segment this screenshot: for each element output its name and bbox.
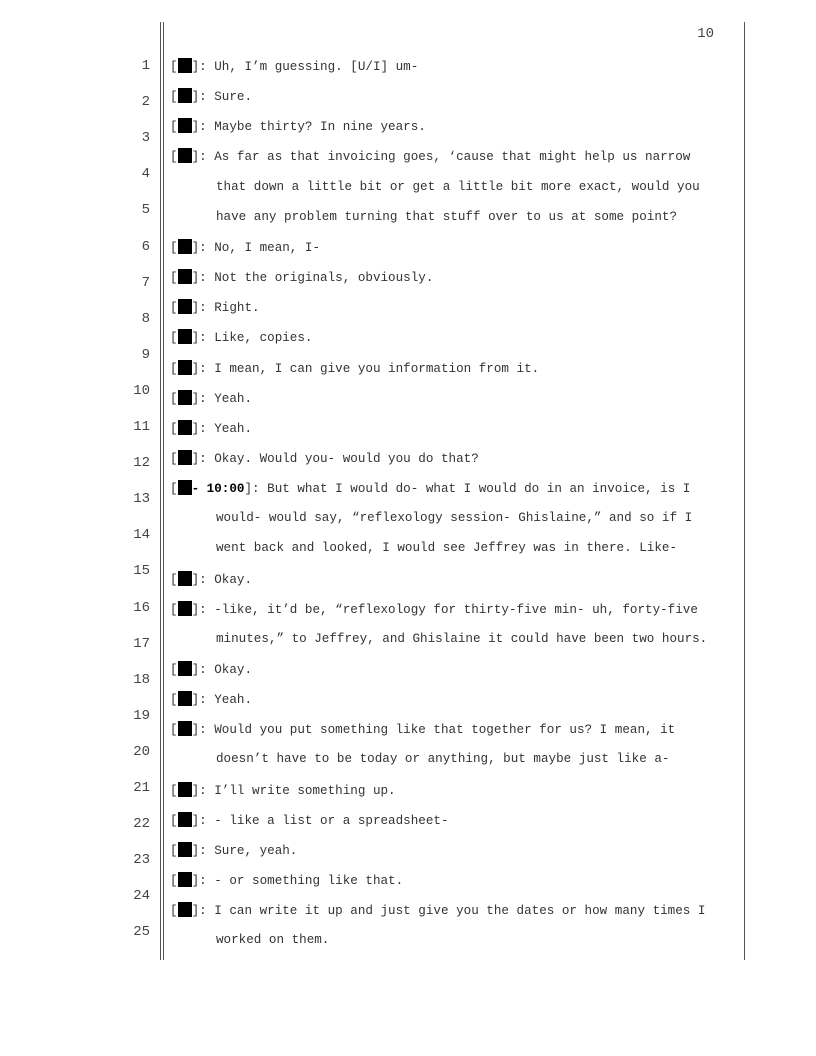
line-number: 13	[133, 491, 150, 508]
line-number: 8	[141, 310, 150, 327]
redaction-box	[178, 420, 192, 435]
speaker-bracket: [	[170, 874, 178, 889]
transcript-text: ]: -like, it’d be, “reflexology for thirty-five min- uh, forty-five	[191, 602, 698, 617]
speaker-bracket: [	[170, 361, 178, 376]
transcript-text: ]: Yeah.	[191, 421, 253, 436]
transcript-line	[170, 450, 479, 467]
redaction-box	[178, 691, 192, 706]
redaction-box	[178, 601, 192, 616]
speaker-bracket: [	[170, 663, 178, 677]
transcript-continuation-line	[216, 932, 329, 948]
redaction-box	[178, 661, 192, 676]
redaction-box	[178, 571, 192, 586]
speaker-bracket: [	[170, 331, 178, 346]
line-number: 25	[133, 924, 150, 941]
transcript-line	[170, 812, 449, 829]
redaction-box	[178, 390, 192, 405]
transcript-text: worked on them.	[216, 933, 330, 948]
left-margin-rule	[160, 22, 161, 960]
redaction-box	[178, 88, 192, 103]
transcript-text: ]: Okay.	[191, 572, 253, 587]
transcript-line	[170, 601, 698, 618]
transcript-text: ]: No, I mean, I-	[191, 240, 321, 255]
transcript-line	[170, 299, 260, 316]
transcript-text: ]: Sure, yeah.	[191, 843, 298, 858]
transcript-text: ]: Yeah.	[191, 693, 253, 708]
line-number: 6	[141, 238, 150, 255]
line-number: 16	[133, 599, 150, 616]
transcript-line	[170, 88, 252, 105]
transcript-line	[170, 420, 252, 437]
transcript-line	[170, 329, 312, 346]
speaker-bracket: [	[170, 150, 178, 165]
speaker-bracket: [	[170, 843, 178, 858]
redaction-box	[178, 299, 192, 314]
left-margin-rule-inner	[163, 22, 164, 960]
transcript-text: ]: Not the originals, obviously.	[191, 271, 434, 286]
speaker-bracket: [	[170, 482, 178, 497]
redaction-box	[178, 842, 192, 857]
transcript-text: ]: Maybe thirty? In nine years.	[191, 120, 426, 135]
transcript-continuation-line	[216, 631, 707, 647]
speaker-bracket: [	[170, 271, 178, 286]
transcript-line	[170, 571, 252, 588]
transcript-text: ]: - or something like that.	[191, 874, 404, 889]
line-number: 24	[133, 888, 150, 905]
transcript-text: ]: - like a list or a spreadsheet-	[191, 813, 449, 828]
transcript-continuation-line	[216, 209, 677, 225]
line-number: 23	[133, 852, 150, 869]
redaction-box	[178, 450, 192, 465]
redaction-box	[178, 118, 192, 133]
line-number: 20	[133, 743, 150, 760]
redaction-box	[178, 872, 192, 887]
redaction-box	[178, 239, 192, 254]
page-number: 10	[697, 26, 714, 42]
transcript-text: ]: I can write it up and just give you the dates or how many times I	[191, 904, 706, 919]
speaker-bracket: [	[170, 813, 178, 828]
speaker-bracket: [	[170, 60, 178, 74]
speaker-bracket: [	[170, 451, 178, 466]
transcript-line	[170, 239, 320, 256]
redaction-box	[178, 148, 192, 163]
transcript-text: would- would say, “reflexology session- Ghislaine,” and so if I	[216, 511, 693, 526]
transcript-line	[170, 269, 433, 286]
transcript-text: ]: Would you put something like that together for us? I mean, it	[191, 723, 676, 738]
transcript-line	[170, 390, 252, 407]
transcript-text: went back and looked, I would see Jeffrey was in there. Like-	[216, 541, 678, 556]
speaker-bracket: [	[170, 693, 178, 708]
transcript-text: ]: Sure.	[191, 90, 253, 105]
speaker-bracket: [	[170, 421, 178, 436]
redaction-box	[178, 269, 192, 284]
transcript-line	[170, 480, 690, 497]
line-number: 1	[141, 58, 150, 74]
transcript-text: ]: As far as that invoicing goes, ‘cause that might help us narrow	[191, 150, 691, 165]
transcript-text: that down a little bit or get a little bit more exact, would you	[216, 179, 700, 194]
line-number: 9	[141, 346, 150, 363]
transcript-text: doesn’t have to be today or anything, but maybe just like a-	[216, 752, 670, 767]
line-number: 7	[141, 274, 150, 291]
line-number: 14	[133, 527, 150, 544]
speaker-bracket: [	[170, 301, 178, 316]
timestamp: - 10:00	[191, 482, 245, 497]
transcript-text: ]: Yeah.	[191, 391, 253, 406]
speaker-bracket: [	[170, 602, 178, 617]
transcript-line	[170, 360, 539, 377]
line-number: 21	[133, 780, 150, 796]
line-number: 15	[133, 563, 150, 580]
line-number: 22	[133, 816, 150, 833]
transcript-continuation-line	[216, 510, 692, 526]
transcript-line	[170, 661, 252, 678]
transcript-text: ]: Okay. Would you- would you do that?	[191, 451, 479, 466]
redaction-box	[178, 721, 192, 736]
line-number: 12	[133, 455, 150, 472]
transcript-line	[170, 148, 690, 165]
speaker-bracket: [	[170, 783, 178, 798]
line-number: 3	[141, 130, 150, 147]
speaker-bracket: [	[170, 120, 178, 135]
line-number: 18	[133, 671, 150, 688]
transcript-continuation-line	[216, 540, 677, 556]
transcript-line	[170, 58, 418, 75]
transcript-line	[170, 902, 705, 919]
transcript-text: have any problem turning that stuff over to us at some point?	[216, 209, 678, 224]
line-number: 11	[133, 419, 150, 435]
transcript-continuation-line	[216, 179, 700, 195]
redaction-box	[178, 902, 192, 917]
line-number: 4	[141, 166, 150, 183]
transcript-line	[170, 782, 396, 799]
speaker-bracket: [	[170, 723, 178, 738]
transcript-line	[170, 721, 675, 738]
right-margin-rule	[744, 22, 745, 960]
redaction-box	[178, 329, 192, 344]
line-number: 2	[141, 94, 150, 111]
speaker-bracket: [	[170, 904, 178, 919]
speaker-bracket: [	[170, 90, 178, 105]
transcript-text: ]: Uh, I’m guessing. [U/I] um-	[191, 60, 419, 74]
line-number: 10	[133, 382, 150, 399]
transcript-text: ]: Like, copies.	[191, 331, 313, 346]
transcript-text: ]: I’ll write something up.	[191, 783, 396, 798]
transcript-continuation-line	[216, 751, 669, 767]
speaker-bracket: [	[170, 391, 178, 406]
line-number: 19	[133, 707, 150, 724]
speaker-bracket: [	[170, 572, 178, 587]
redaction-box	[178, 480, 192, 495]
transcript-text: minutes,” to Jeffrey, and Ghislaine it could have been two hours.	[216, 631, 708, 646]
transcript-text: ]: I mean, I can give you information from it.	[191, 361, 540, 376]
transcript-line	[170, 691, 252, 708]
transcript-text: ]: Okay.	[191, 663, 253, 677]
transcript-line	[170, 842, 297, 859]
redaction-box	[178, 812, 192, 827]
transcript-text: ]: Right.	[191, 301, 260, 316]
line-number: 17	[133, 635, 150, 652]
transcript-line	[170, 872, 403, 889]
line-number: 5	[141, 202, 150, 219]
transcript-text: ]: But what I would do- what I would do in an invoice, is I	[244, 482, 691, 497]
redaction-box	[178, 360, 192, 375]
redaction-box	[178, 782, 192, 797]
redaction-box	[178, 58, 192, 73]
transcript-line	[170, 118, 426, 135]
speaker-bracket: [	[170, 240, 178, 255]
